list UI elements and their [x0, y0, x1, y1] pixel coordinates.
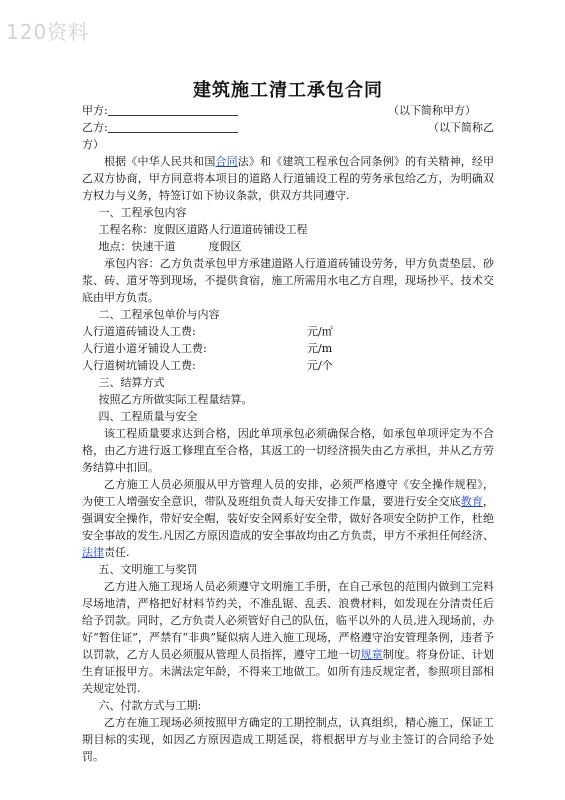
price-item-tree-pit — [82, 357, 494, 374]
civilized-text-end: 制度。将身份证、计划生育证报甲方。未满法定年龄，不得来工地做工。如所有违反规定者，参照项目部相关规定处罚. — [82, 648, 495, 695]
project-location: 地点：快速干道 度假区 — [98, 240, 242, 253]
price-item-curb — [82, 340, 494, 357]
price-item-label: 人行道树坑铺设人工费: — [82, 359, 196, 372]
section-6-heading: 六、付款方式与工期: — [98, 699, 202, 712]
price-item-paving — [82, 323, 494, 340]
safety-text-start: 乙方施工人员必须服从甲方管理人员的安排，必须严格遵守《安全操作规程》，为使工人增强安全意识，带队及班组负责人每天安排工作量，要进行安全交底 — [82, 478, 494, 508]
party-a-line — [82, 102, 494, 119]
price-item-unit: 元/㎡ — [307, 325, 333, 338]
party-b-note-tail: 方） — [82, 138, 104, 151]
party-b-line — [82, 119, 494, 136]
safety-text-end: 责任. — [104, 546, 130, 559]
section-4-heading: 四、工程质量与安全 — [98, 410, 198, 423]
price-item-unit: 元/m — [307, 342, 333, 355]
intro-paragraph — [82, 153, 494, 204]
intro-text-end: 法》和《建筑工程承包合同条例》的有关精神，经甲乙双方协商，甲方同意将本项目的道路人行道铺设工程的劳务承包给乙方，为明确双方权力与义务，特签订如下协议条款，供双方共同遵守. — [82, 155, 495, 202]
section-1-heading: 一、工程承包内容 — [98, 206, 187, 219]
section-5-heading: 五、文明施工与奖罚 — [98, 563, 198, 576]
safety-paragraph — [82, 476, 494, 561]
party-b-label: 乙方: — [82, 121, 108, 134]
safety-text-middle: ，强调安全操作，带好安全帽，装好安全网系好安全带，做好各项安全防护工作，杜绝安全事故的发生.凡因乙方原因造成的安全事故均由乙方负责，甲方不承担任何经济、 — [82, 495, 495, 542]
contract-scope: 承包内容：乙方负责承包甲方承建道路人行道道砖铺设劳务，甲方负责垫层、砂浆、砖、道牙等到现场，不提供食宿，施工所需用水电乙方自理，现场抄平、技术交底由甲方负责。 — [82, 257, 494, 304]
party-a-blank — [108, 103, 238, 116]
civilized-text-start: 乙方进入施工现场人员必须遵守文明施工手册，在自己承包的范围内做到工完料尽场地清，严格把好材料节约关，不准乱锯、乱丢、浪费材料，如发现在分清责任后给予罚款。同时，乙方负责人必须管好自己的队伍，临平以外的人员,进入现场前，办好“暂住证”，严禁有“非典”疑似病人进入施工现场，严格遵守治安管理条例，违者予以罚款，乙方人员必须服从管理人员指挥，遵守工地一切 — [82, 580, 494, 661]
page-title: 建筑施工清工承包合同 — [193, 80, 383, 101]
section-2-heading: 二、工程承包单价与内容 — [98, 308, 220, 321]
regulations-link[interactable]: 规章 — [360, 648, 383, 661]
schedule-paragraph: 乙方在施工现场必须按照甲方确定的工期控制点，认真组织，精心施工，保证工期目标的实现，如因乙方原因造成工期延误，将根据甲方与业主签订的合同给予处罚。 — [82, 716, 494, 763]
law-link[interactable]: 法律 — [82, 546, 104, 559]
party-b-note: （以下简称乙 — [428, 121, 494, 134]
section-3-heading: 三、结算方式 — [98, 376, 165, 389]
price-item-unit: 元/个 — [307, 359, 333, 372]
education-link[interactable]: 教育 — [460, 495, 484, 508]
quality-paragraph: 该工程质量要求达到合格，因此单项承包必须确保合格，如承包单项评定为不合格，由乙方进行返工修理直至合格，其返工的一切经济损失由乙方承担，并从乙方劳务结算中扣回。 — [82, 427, 494, 474]
contract-law-link[interactable]: 合同 — [215, 155, 238, 168]
civilized-paragraph — [82, 578, 494, 697]
project-name: 工程名称：度假区道路人行道道砖铺设工程 — [98, 223, 308, 236]
intro-text-start: 根据《中华人民共和国 — [104, 155, 216, 168]
party-a-note: （以下简称甲方） — [388, 104, 476, 117]
party-a-label: 甲方: — [82, 104, 108, 117]
party-b-blank — [108, 120, 238, 133]
price-item-label: 人行道小道牙铺设人工费: — [82, 342, 207, 355]
contract-body — [82, 102, 494, 765]
settlement-text: 按照乙方所做实际工程量结算。 — [98, 393, 253, 406]
watermark: 120资料 — [6, 20, 90, 44]
price-item-label: 人行道道砖铺设人工费: — [82, 325, 196, 338]
